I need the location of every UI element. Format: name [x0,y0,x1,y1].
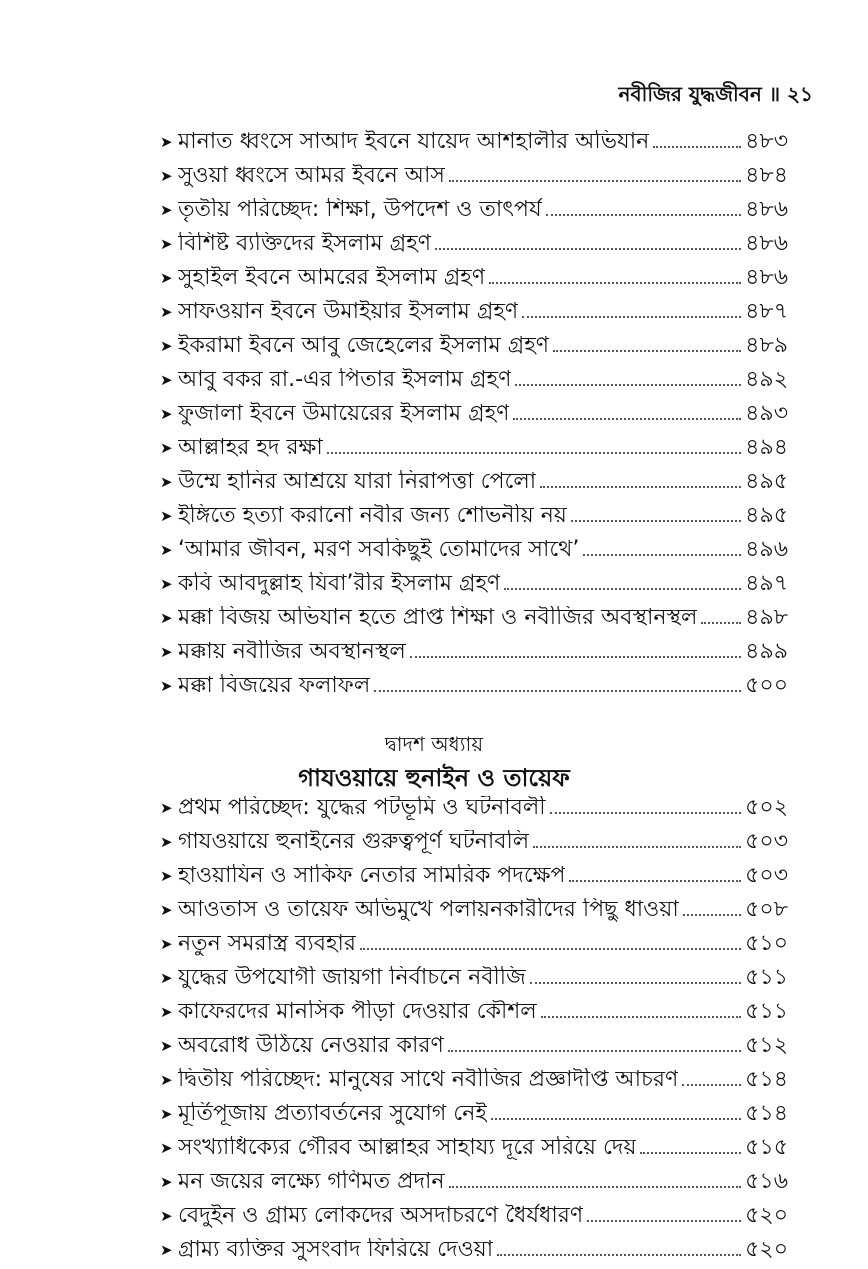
toc-entry-title: বিশিষ্ট ব্যক্তিদের ইসলাম গ্রহণ [178,231,432,256]
running-header: নবীজির যুদ্ধজীবন ॥ ২১ [618,82,813,106]
toc-entry-title: মন জয়ের লক্ষ্যে গণিমত প্রদান [178,1169,445,1194]
triangle-bullet-icon: ➤ [160,506,173,525]
dotted-leader [553,350,741,352]
toc-entry-page: ৪৯৯ [745,638,788,664]
toc-entry-page: ৪৯৬ [745,536,788,562]
toc-entry [160,494,788,528]
dotted-leader [491,1118,741,1120]
toc-entry-page: ৪৯৩ [745,400,788,426]
dotted-leader [374,690,741,692]
toc-entry-title: যুদ্ধের উপযোগী জায়গা নির্বাচনে নবীজি [178,965,526,990]
toc-entry-title: গ্রাম্য ব্যক্তির সুসংবাদ ফিরিয়ে দেওয়া [178,1237,494,1262]
toc-entry [160,664,788,698]
toc-entry-page: ৫০৮ [745,896,788,922]
triangle-bullet-icon: ➤ [160,608,173,627]
toc-entry-title: দ্বিতীয় পরিচ্ছেদ: মানুষের সাথে নবীজির প্রজ্ঞাদীপ্ত আচরণ [178,1067,679,1092]
triangle-bullet-icon: ➤ [160,1002,173,1021]
toc-entry-page: ৪৮৬ [745,196,788,222]
triangle-bullet-icon: ➤ [160,302,173,321]
toc-entry-title: মক্কা বিজয় অভিযান হতে প্রাপ্ত শিক্ষা ও নবীজির অবস্থানস্থল [178,605,698,630]
dotted-leader [587,1220,741,1222]
toc-entry-page: ৫১০ [745,930,788,956]
triangle-bullet-icon: ➤ [160,968,173,987]
toc-entry [160,990,788,1024]
toc-entry-page: ৫২০ [745,1236,788,1262]
dotted-leader [435,248,741,250]
toc-entry [160,956,788,990]
triangle-bullet-icon: ➤ [160,676,173,695]
toc-entry [160,460,788,494]
dotted-leader [533,846,741,848]
toc-entry-page: ৫০৩ [745,828,788,854]
dotted-leader [504,588,741,590]
toc-entry [160,324,788,358]
dotted-leader [449,180,741,182]
toc-entry [160,1126,788,1160]
toc-entry-title: ইঙ্গিতে হত্যা করানো নবীর জন্য শোভনীয় নয় [178,503,567,528]
chapter-title: গাযওয়ায়ে হুনাইন ও তায়েফ [298,764,570,792]
toc-entry-page: ৪৮৩ [745,128,788,154]
toc-entry [160,1058,788,1092]
dotted-leader [569,880,741,882]
toc-entry-title: কবি আবদুল্লাহ যিবা’রীর ইসলাম গ্রহণ [178,571,501,596]
toc-entry-page: ৫০২ [745,794,788,820]
dotted-leader [360,948,741,950]
toc-entry-page: ৪৯৫ [745,502,788,528]
dotted-leader [449,1186,742,1188]
triangle-bullet-icon: ➤ [160,336,173,355]
toc-entry [160,188,788,222]
toc-entry-page: ৫১৬ [745,1168,788,1194]
toc-entry-page: ৪৯২ [745,366,788,392]
toc-entry-title: আবু বকর রা.-এর পিতার ইসলাম গ্রহণ [178,367,512,392]
toc-entry-page: ৪৯৫ [745,468,788,494]
dotted-leader [640,1152,741,1154]
toc-entry [160,562,788,596]
toc-entry [160,630,788,664]
dotted-leader [513,418,741,420]
dotted-leader [530,982,741,984]
toc-entry [160,154,788,188]
toc-list [160,786,788,1262]
toc-entry-title: মানাত ধ্বংসে সাআদ ইবনে যায়েদ আশহালীর অভিযান [178,129,650,154]
toc-entry-title: সাফওয়ান ইবনে উমাইয়ার ইসলাম গ্রহণ [178,299,519,324]
triangle-bullet-icon: ➤ [160,166,173,185]
toc-entry-page: ৫১২ [745,1032,788,1058]
toc-entry [160,392,788,426]
dotted-leader [583,554,741,556]
dotted-leader [571,520,741,522]
toc-entry-page: ৪৯৭ [745,570,788,596]
toc-entry-page: ৫১৫ [745,1134,788,1160]
toc-entry-page: ৪৮৯ [745,332,788,358]
toc-entry [160,256,788,290]
toc-entry-title: ইকরামা ইবনে আবু জেহেলের ইসলাম গ্রহণ [178,333,550,358]
toc-entry-title: সুহাইল ইবনে আমরের ইসলাম গ্রহণ [178,265,486,290]
toc-entry [160,222,788,256]
dotted-leader [653,146,741,148]
triangle-bullet-icon: ➤ [160,472,173,491]
toc-entry-title: মক্কা বিজয়ের ফলাফল [178,673,371,698]
toc-entry-title: আওতাস ও তায়েফ অভিমুখে পলায়নকারীদের পিছু ধাওয়া [178,897,679,922]
toc-entry [160,120,788,154]
toc-entry-page: ৫১১ [745,964,788,990]
dotted-leader [682,1084,741,1086]
triangle-bullet-icon: ➤ [160,1104,173,1123]
triangle-bullet-icon: ➤ [160,1240,173,1259]
dotted-leader [701,622,741,624]
dotted-leader [327,452,741,454]
toc-entry [160,820,788,854]
toc-entry [160,426,788,460]
toc-entry-title: প্রথম পরিচ্ছেদ: যুদ্ধের পটভূমি ও ঘটনাবলী [178,795,546,820]
triangle-bullet-icon: ➤ [160,934,173,953]
toc-list [160,120,788,698]
toc-entry-title: হাওয়াযিন ও সাকিফ নেতার সামরিক পদক্ষেপ [178,863,566,888]
toc-entry [160,854,788,888]
triangle-bullet-icon: ➤ [160,798,173,817]
toc-entry-title: মূর্তিপূজায় প্রত্যাবর্তনের সুযোগ নেই [178,1101,487,1126]
triangle-bullet-icon: ➤ [160,200,173,219]
toc-entry [160,1160,788,1194]
chapter-label: দ্বাদশ অধ্যায় [384,732,484,756]
dotted-leader [489,282,741,284]
dotted-leader [497,1254,741,1256]
dotted-leader [515,384,741,386]
toc-entry-page: ৫২০ [745,1202,788,1228]
toc-entry [160,888,788,922]
toc-entry-title: আল্লাহর হদ রক্ষা [178,435,323,460]
toc-entry [160,786,788,820]
toc-entry-title: ‘আমার জীবন, মরণ সবকিছুই তোমাদের সাথে’ [178,537,580,562]
triangle-bullet-icon: ➤ [160,438,173,457]
triangle-bullet-icon: ➤ [160,1036,173,1055]
triangle-bullet-icon: ➤ [160,1172,173,1191]
triangle-bullet-icon: ➤ [160,132,173,151]
triangle-bullet-icon: ➤ [160,370,173,389]
toc-entry-title: অবরোধ উঠিয়ে নেওয়ার কারণ [178,1033,444,1058]
triangle-bullet-icon: ➤ [160,1138,173,1157]
toc-entry [160,596,788,630]
toc-entry-page: ৪৮৬ [745,230,788,256]
triangle-bullet-icon: ➤ [160,268,173,287]
triangle-bullet-icon: ➤ [160,574,173,593]
triangle-bullet-icon: ➤ [160,832,173,851]
triangle-bullet-icon: ➤ [160,540,173,559]
toc-entry-title: সংখ্যাধিক্যের গৌরব আল্লাহর সাহায্য দূরে সরিয়ে দেয় [178,1135,637,1160]
dotted-leader [540,486,741,488]
toc-entry-title: মক্কায় নবীজির অবস্থানস্থল [178,639,406,664]
toc-entry [160,922,788,956]
triangle-bullet-icon: ➤ [160,866,173,885]
toc-entry-title: গাযওয়ায়ে হুনাইনের গুরুত্বপূর্ণ ঘটনাবলি [178,829,530,854]
triangle-bullet-icon: ➤ [160,404,173,423]
toc-entry-page: ৪৮৬ [745,264,788,290]
toc-entry-title: ফুজালা ইবনে উমায়েরের ইসলাম গ্রহণ [178,401,510,426]
toc-entry-page: ৪৮৪ [745,162,788,188]
toc-entry-page: ৫০৩ [745,862,788,888]
toc-entry-title: সুওয়া ধ্বংসে আমর ইবনে আস [178,163,445,188]
toc-entry-title: উম্মে হানির আশ্রয়ে যারা নিরাপত্তা পেলো [178,469,537,494]
toc-entry-title: বেদুইন ও গ্রাম্য লোকদের অসদাচরণে ধৈর্যধারণ [178,1203,584,1228]
toc-entry [160,358,788,392]
triangle-bullet-icon: ➤ [160,1206,173,1225]
toc-entry-page: ৪৮৭ [745,298,788,324]
triangle-bullet-icon: ➤ [160,234,173,253]
dotted-leader [683,914,741,916]
toc-entry [160,1228,788,1262]
toc-entry-page: ৫১৪ [745,1066,788,1092]
toc-entry [160,1092,788,1126]
triangle-bullet-icon: ➤ [160,900,173,919]
toc-entry-title: নতুন সমরাস্ত্র ব্যবহার [178,931,357,956]
toc-entry [160,1024,788,1058]
dotted-leader [546,214,742,216]
dotted-leader [522,316,741,318]
triangle-bullet-icon: ➤ [160,642,173,661]
toc-entry [160,1194,788,1228]
toc-entry-page: ৪৯৪ [745,434,788,460]
toc-entry [160,290,788,324]
toc-entry-page: ৪৯৮ [745,604,788,630]
triangle-bullet-icon: ➤ [160,1070,173,1089]
toc-entry-title: তৃতীয় পরিচ্ছেদ: শিক্ষা, উপদেশ ও তাৎপর্য [178,197,542,222]
toc-entry [160,528,788,562]
dotted-leader [410,656,741,658]
dotted-leader [541,1016,742,1018]
toc-entry-page: ৫০০ [745,672,788,698]
toc-entry-page: ৫১৪ [745,1100,788,1126]
dotted-leader [550,812,742,814]
toc-entry-page: ৫১১ [745,998,788,1024]
toc-entry-title: কাফেরদের মানসিক পীড়া দেওয়ার কৌশল [178,999,537,1024]
dotted-leader [448,1050,741,1052]
